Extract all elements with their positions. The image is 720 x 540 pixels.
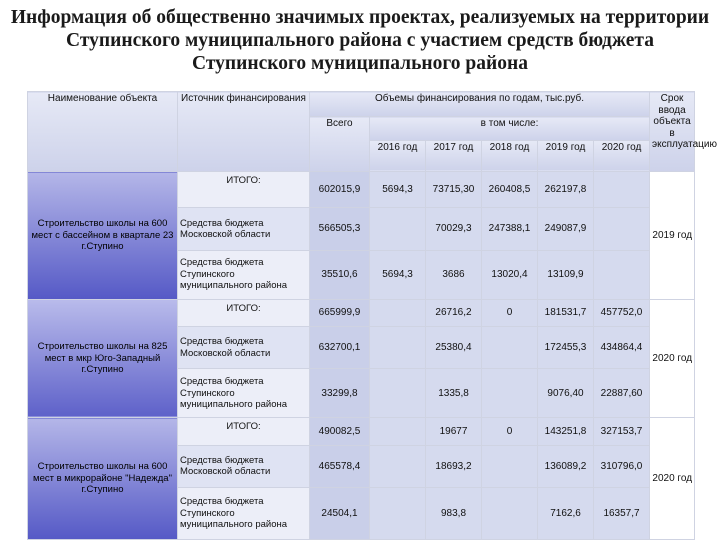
source-cell: Средства бюджета Московской области	[178, 208, 310, 250]
term-cell: 2019 год	[650, 172, 695, 299]
term-cell: 2020 год	[650, 418, 695, 540]
table-row	[28, 418, 695, 446]
year-cell	[370, 208, 426, 250]
header-total: Всего	[310, 117, 370, 172]
term-cell: 2020 год	[650, 299, 695, 418]
year-cell: 22887,60	[594, 369, 650, 418]
year-cell	[482, 327, 538, 369]
year-cell: 3686	[426, 250, 482, 299]
total-cell: 665999,9	[310, 299, 370, 327]
year-cell: 5694,3	[370, 172, 426, 208]
year-cell: 249087,9	[538, 208, 594, 250]
year-cell: 25380,4	[426, 327, 482, 369]
year-cell: 327153,7	[594, 418, 650, 446]
year-cell	[370, 418, 426, 446]
year-cell	[594, 172, 650, 208]
project-name: Строительство школы на 600 мест в микрорайоне "Надежда" г.Ступино	[28, 418, 178, 540]
year-cell: 9076,40	[538, 369, 594, 418]
total-cell: 566505,3	[310, 208, 370, 250]
year-cell: 247388,1	[482, 208, 538, 250]
year-cell: 434864,4	[594, 327, 650, 369]
source-cell: Средства бюджета Ступинского муниципального района	[178, 369, 310, 418]
header-year-2016: 2016 год	[370, 140, 426, 172]
projects-table	[27, 91, 717, 540]
year-cell: 0	[482, 299, 538, 327]
year-cell	[370, 445, 426, 487]
year-cell	[482, 369, 538, 418]
year-cell: 13109,9	[538, 250, 594, 299]
header-term: Срок ввода объекта в эксплуатацию	[650, 92, 695, 172]
year-cell: 13020,4	[482, 250, 538, 299]
total-cell: 35510,6	[310, 250, 370, 299]
source-cell: ИТОГО:	[178, 172, 310, 208]
year-cell	[370, 327, 426, 369]
total-cell: 24504,1	[310, 488, 370, 540]
year-cell	[370, 488, 426, 540]
year-cell	[482, 488, 538, 540]
year-cell: 0	[482, 418, 538, 446]
year-cell: 262197,8	[538, 172, 594, 208]
year-cell	[370, 299, 426, 327]
source-cell: Средства бюджета Ступинского муниципального района	[178, 488, 310, 540]
year-cell: 143251,8	[538, 418, 594, 446]
header-incl: в том числе:	[370, 117, 650, 140]
year-cell: 70029,3	[426, 208, 482, 250]
total-cell: 33299,8	[310, 369, 370, 418]
header-year-2019: 2019 год	[538, 140, 594, 172]
header-year-2020: 2020 год	[594, 140, 650, 172]
year-cell: 983,8	[426, 488, 482, 540]
total-cell: 602015,9	[310, 172, 370, 208]
header-object: Наименование объекта	[28, 92, 178, 172]
year-cell: 16357,7	[594, 488, 650, 540]
project-name: Строительство школы на 825 мест в мкр Юго-Западный г.Ступино	[28, 299, 178, 418]
year-cell: 457752,0	[594, 299, 650, 327]
year-cell: 136089,2	[538, 445, 594, 487]
year-cell: 26716,2	[426, 299, 482, 327]
year-cell: 73715,30	[426, 172, 482, 208]
year-cell	[594, 208, 650, 250]
year-cell: 19677	[426, 418, 482, 446]
table-row	[28, 299, 695, 327]
total-cell: 490082,5	[310, 418, 370, 446]
year-cell: 310796,0	[594, 445, 650, 487]
page-title: Информация об общественно значимых проектах, реализуемых на территории Ступинского муниципального района с участием средств бюджета Ступинского муниципального района	[10, 7, 710, 74]
year-cell: 5694,3	[370, 250, 426, 299]
header-funding: Объемы финансирования по годам, тыс.руб.	[310, 92, 650, 117]
source-cell: ИТОГО:	[178, 299, 310, 327]
source-cell: ИТОГО:	[178, 418, 310, 446]
source-cell: Средства бюджета Ступинского муниципального района	[178, 250, 310, 299]
project-name: Строительство школы на 600 мест с бассейном в квартале 23 г.Ступино	[28, 172, 178, 299]
header-source: Источник финансирования	[178, 92, 310, 172]
year-cell: 260408,5	[482, 172, 538, 208]
header-year-2017: 2017 год	[426, 140, 482, 172]
total-cell: 465578,4	[310, 445, 370, 487]
year-cell	[482, 445, 538, 487]
year-cell	[594, 250, 650, 299]
year-cell: 18693,2	[426, 445, 482, 487]
year-cell: 172455,3	[538, 327, 594, 369]
total-cell: 632700,1	[310, 327, 370, 369]
source-cell: Средства бюджета Московской области	[178, 445, 310, 487]
source-cell: Средства бюджета Московской области	[178, 327, 310, 369]
year-cell: 1335,8	[426, 369, 482, 418]
table-row	[28, 172, 695, 208]
year-cell	[370, 369, 426, 418]
header-year-2018: 2018 год	[482, 140, 538, 172]
year-cell: 7162,6	[538, 488, 594, 540]
year-cell: 181531,7	[538, 299, 594, 327]
